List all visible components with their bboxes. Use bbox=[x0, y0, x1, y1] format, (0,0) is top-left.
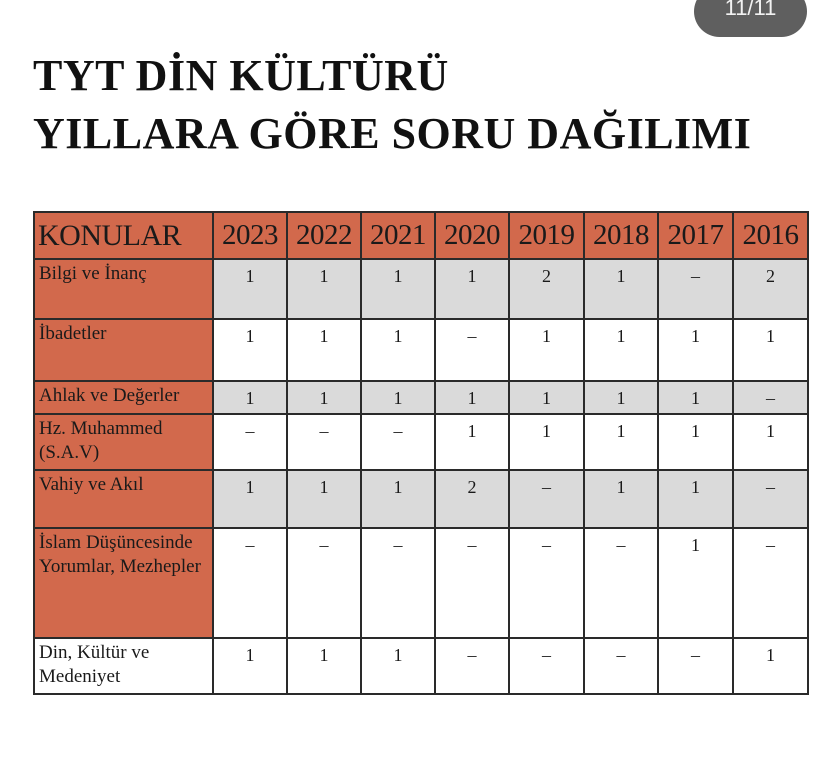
value-cell: 1 bbox=[361, 259, 435, 319]
value-cell: 1 bbox=[733, 319, 808, 381]
value-cell: 1 bbox=[509, 414, 584, 470]
value-cell: 1 bbox=[733, 414, 808, 470]
header-year: 2021 bbox=[361, 212, 435, 259]
page-counter: 11/11 bbox=[694, 0, 807, 37]
table-row bbox=[34, 381, 808, 414]
value-cell: 1 bbox=[658, 528, 733, 638]
table-row bbox=[34, 259, 808, 319]
value-cell: 1 bbox=[287, 381, 361, 414]
value-cell: 1 bbox=[584, 414, 658, 470]
value-cell: – bbox=[658, 259, 733, 319]
value-cell: 1 bbox=[584, 381, 658, 414]
value-cell: – bbox=[584, 638, 658, 694]
question-distribution-table bbox=[33, 211, 809, 695]
value-cell: 1 bbox=[658, 319, 733, 381]
header-year: 2018 bbox=[584, 212, 658, 259]
value-cell: 1 bbox=[509, 319, 584, 381]
value-cell: 1 bbox=[287, 470, 361, 528]
header-year: 2022 bbox=[287, 212, 361, 259]
table-row bbox=[34, 470, 808, 528]
value-cell: – bbox=[213, 528, 287, 638]
value-cell: 1 bbox=[287, 319, 361, 381]
title-line-1: TYT DİN KÜLTÜRÜ bbox=[33, 51, 449, 100]
value-cell: – bbox=[435, 528, 509, 638]
value-cell: 1 bbox=[658, 470, 733, 528]
title-line-2: YILLARA GÖRE SORU DAĞILIMI bbox=[33, 109, 752, 158]
value-cell: – bbox=[287, 528, 361, 638]
topic-cell: İslam Düşüncesinde Yorumlar, Mezhepler bbox=[34, 528, 213, 638]
table-row bbox=[34, 528, 808, 638]
topic-cell: Din, Kültür ve Medeniyet bbox=[34, 638, 213, 694]
table-row bbox=[34, 638, 808, 694]
value-cell: 1 bbox=[584, 259, 658, 319]
value-cell: 1 bbox=[733, 638, 808, 694]
value-cell: 1 bbox=[213, 638, 287, 694]
value-cell: – bbox=[435, 319, 509, 381]
table-row bbox=[34, 319, 808, 381]
value-cell: – bbox=[361, 528, 435, 638]
table-row bbox=[34, 414, 808, 470]
value-cell: 1 bbox=[361, 638, 435, 694]
value-cell: 1 bbox=[213, 259, 287, 319]
topic-cell: Hz. Muhammed (S.A.V) bbox=[34, 414, 213, 470]
header-year: 2023 bbox=[213, 212, 287, 259]
value-cell: – bbox=[435, 638, 509, 694]
value-cell: 1 bbox=[584, 319, 658, 381]
value-cell: 1 bbox=[435, 414, 509, 470]
value-cell: – bbox=[584, 528, 658, 638]
value-cell: 1 bbox=[435, 381, 509, 414]
topic-cell: İbadetler bbox=[34, 319, 213, 381]
value-cell: – bbox=[509, 470, 584, 528]
value-cell: 1 bbox=[213, 470, 287, 528]
value-cell: 1 bbox=[213, 381, 287, 414]
value-cell: – bbox=[658, 638, 733, 694]
header-year: 2020 bbox=[435, 212, 509, 259]
value-cell: 1 bbox=[213, 319, 287, 381]
topic-cell: Vahiy ve Akıl bbox=[34, 470, 213, 528]
value-cell: – bbox=[213, 414, 287, 470]
topic-cell: Ahlak ve Değerler bbox=[34, 381, 213, 414]
value-cell: – bbox=[287, 414, 361, 470]
header-year: 2019 bbox=[509, 212, 584, 259]
value-cell: 1 bbox=[435, 259, 509, 319]
value-cell: 1 bbox=[361, 319, 435, 381]
value-cell: 1 bbox=[584, 470, 658, 528]
value-cell: 1 bbox=[287, 259, 361, 319]
value-cell: 1 bbox=[658, 414, 733, 470]
value-cell: 1 bbox=[658, 381, 733, 414]
header-year: 2017 bbox=[658, 212, 733, 259]
value-cell: 2 bbox=[509, 259, 584, 319]
value-cell: 2 bbox=[733, 259, 808, 319]
value-cell: – bbox=[509, 638, 584, 694]
value-cell: 1 bbox=[361, 470, 435, 528]
topic-cell: Bilgi ve İnanç bbox=[34, 259, 213, 319]
value-cell: 1 bbox=[361, 381, 435, 414]
header-topics: KONULAR bbox=[34, 212, 213, 259]
value-cell: – bbox=[733, 470, 808, 528]
header-row bbox=[34, 212, 808, 259]
value-cell: – bbox=[733, 528, 808, 638]
value-cell: – bbox=[733, 381, 808, 414]
value-cell: 2 bbox=[435, 470, 509, 528]
value-cell: – bbox=[361, 414, 435, 470]
value-cell: 1 bbox=[287, 638, 361, 694]
header-year: 2016 bbox=[733, 212, 808, 259]
value-cell: 1 bbox=[509, 381, 584, 414]
value-cell: – bbox=[509, 528, 584, 638]
